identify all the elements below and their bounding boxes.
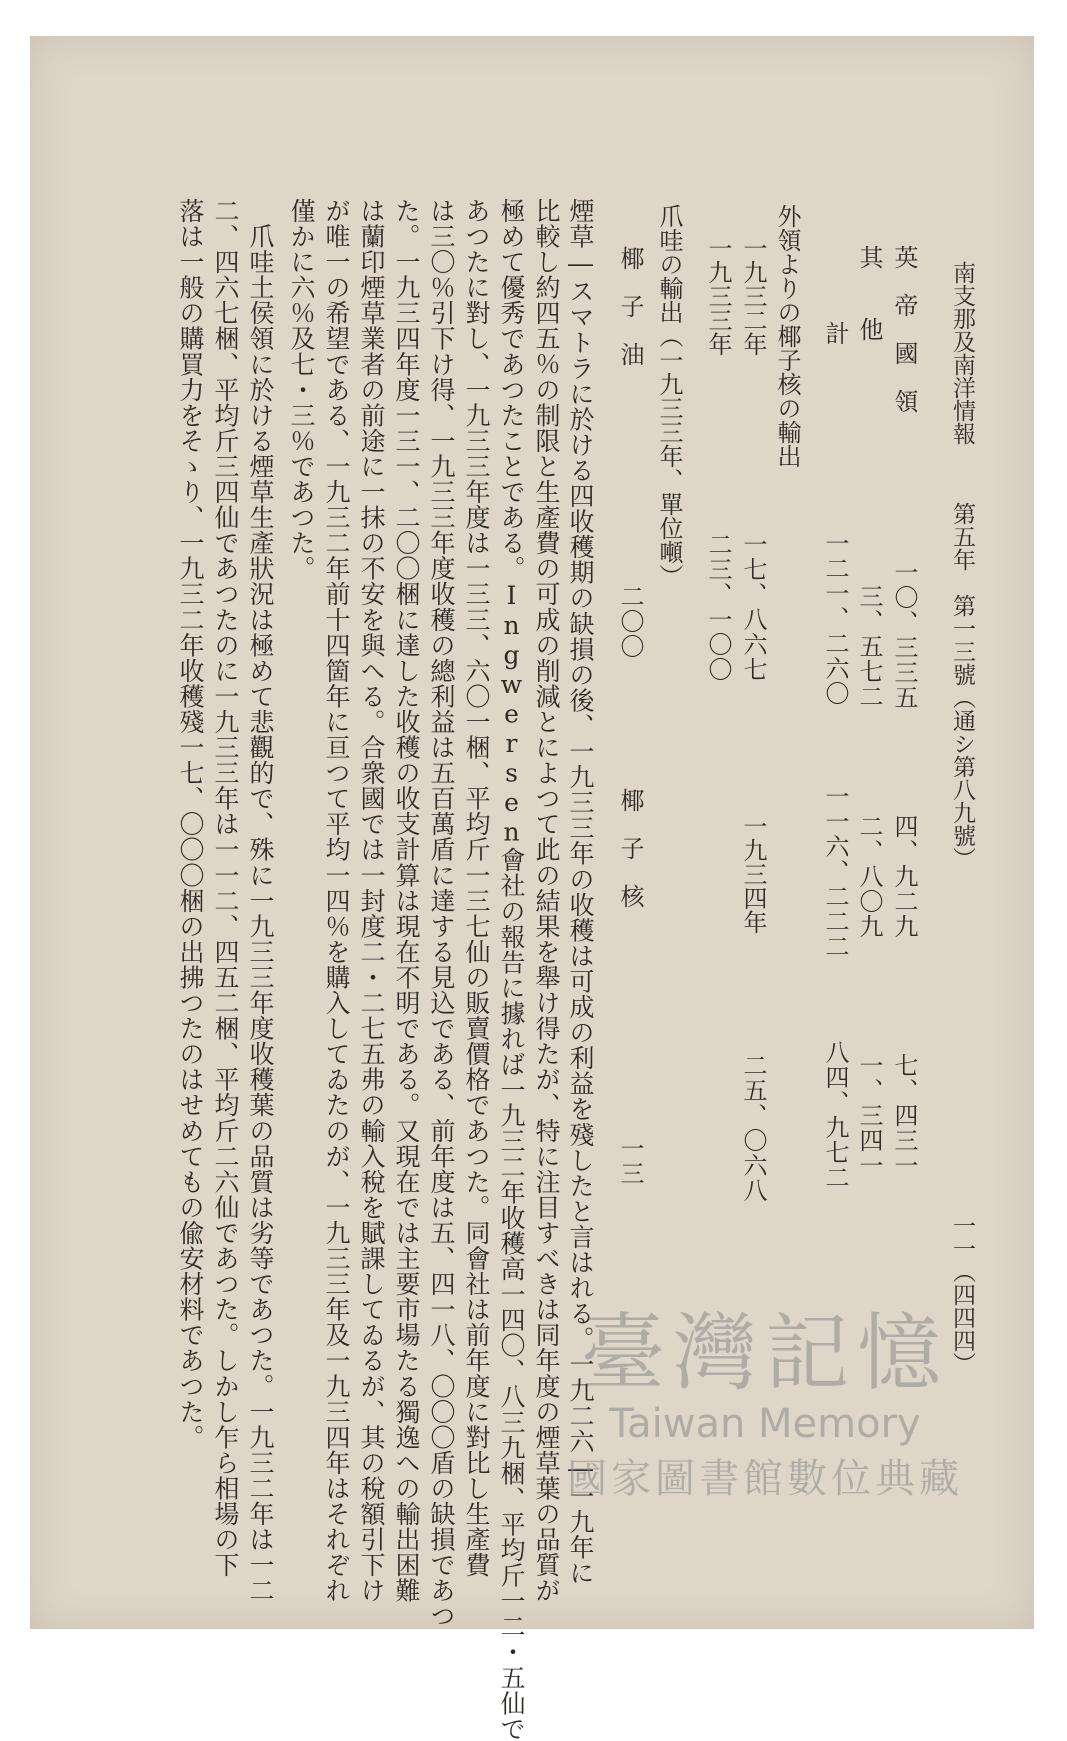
body-column: 煙草―スマトラに於ける四收穫期の缺損の後、一九三三年の收穫は可成の利益を殘したと言はれる。一九二六―一九年に (566, 198, 595, 1586)
outer-value: 一七、八六七 (739, 532, 767, 682)
outer-year: 一九三三年 (704, 236, 732, 356)
watermark-english: Taiwan Memory (609, 1401, 921, 1447)
table1-row-label: 計 (821, 321, 849, 345)
coconut-oil-label: 椰 子 油 (616, 246, 644, 366)
table1-row-col2: 一一六、二二二 (821, 784, 849, 959)
copra-label: 椰 子 核 (616, 788, 644, 908)
issue-number: 第五年 第一三號（通シ第八九號） (949, 502, 975, 870)
watermark-chinese: 臺灣記憶 (580, 1304, 949, 1402)
body-column: 比較し約四五％の制限と生產費の可成の削減とによつて此の結果を舉け得たが、特に注目すべきは同年度の煙草葉の品質が (532, 198, 561, 1604)
outer-year: 一九三二年 (739, 236, 767, 356)
document-page (30, 36, 1034, 1741)
table1-row-col3: 八四、九七二 (821, 1040, 849, 1190)
table1-row-col2: 二、八〇九 (855, 814, 883, 939)
coconut-oil-value: 二〇〇 (616, 584, 644, 659)
body-column: 僅かに六％及七・三％であつた。 (287, 198, 316, 582)
outer-value: 二三、一〇〇 (704, 532, 732, 682)
table1-row-col1: 一二一、二六〇 (821, 531, 849, 706)
table1-row-label: 其 他 (855, 245, 883, 341)
table1-row-col3: 七、四三一 (890, 1053, 918, 1178)
watermark-sub: 國家圖書館數位典藏 (567, 1456, 963, 1502)
table1-row-col1: 三、五七二 (855, 584, 883, 709)
body-column: た。一九三四年度一三一、二〇〇梱に達した收穫の收支計算は現在不明である。又現在では主要市場たる獨逸への輸出困難 (392, 198, 421, 1604)
body-column: は三〇％引下け得、一九三三年度收穫の總利益は五百萬盾に達する見込である、前年度は五、四一八、〇〇〇盾の缺損であつ (427, 198, 456, 1629)
outer-year-1934: 一九三四年 (739, 814, 767, 934)
journal-title: 南支那及南洋情報 (949, 261, 975, 445)
table1-row-col2: 四、九二九 (890, 814, 918, 939)
table1-row-col3: 一、三四一 (855, 1053, 883, 1178)
body-column: あつたに對し、一九三三年度は一三三、六〇一梱、平均斤一三七仙の販賣價格であつた。同會社は前年度に對比し生產費 (462, 198, 491, 1578)
body-column: 爪哇土侯領に於ける煙草生產狀況は極めて悲觀的で、殊に一九三三年度收穫葉の品質は劣等であつた。一九三二年は一二 (246, 198, 275, 1604)
outer-section-title: 外領よりの椰子核の輸出 (773, 204, 801, 468)
page-number: 一一（四四四） (949, 1214, 975, 1375)
watermark (455, 1286, 1067, 1502)
body-column: 二、四六七梱、平均斤三四仙であつたのに一九三三年は一一二、四五二梱、平均斤二六仙であつた。しかし乍ら相場の下 (211, 198, 240, 1578)
body-column: が唯一の希望である、一九三二年前十四箇年に亘つて平均一四％を購入してゐたのが、一九三三年及一九三四年はそれぞれ (322, 198, 351, 1604)
outer-value-1934: 二五、〇六八 (739, 1053, 767, 1203)
body-column: は蘭印煙草業者の前途に一抹の不安を與へる。合衆國では一封度二・二七五弗の輸入稅を賦課してゐるが、其の稅額引下け (357, 198, 386, 1604)
table1-row-label: 英 帝 國 領 (890, 245, 918, 413)
body-column: 落は一般の購買力をそゝり、一九三二年收穫殘一七、〇〇〇梱の出拂つたのはせめてもの偸安材料であつた。 (176, 198, 205, 1450)
copra-value: 一三 (616, 1136, 644, 1186)
body-column: 極めて優秀であつたことである。Ingwersen會社の報告に據れば一九三二年收穫高一四〇、八三九梱、平均斤一二・五仙で (497, 198, 526, 1741)
java-section-title: 爪哇の輸出（一九三三年、單位噸） (655, 204, 683, 588)
table1-row-col1: 一〇、三三五 (890, 560, 918, 710)
